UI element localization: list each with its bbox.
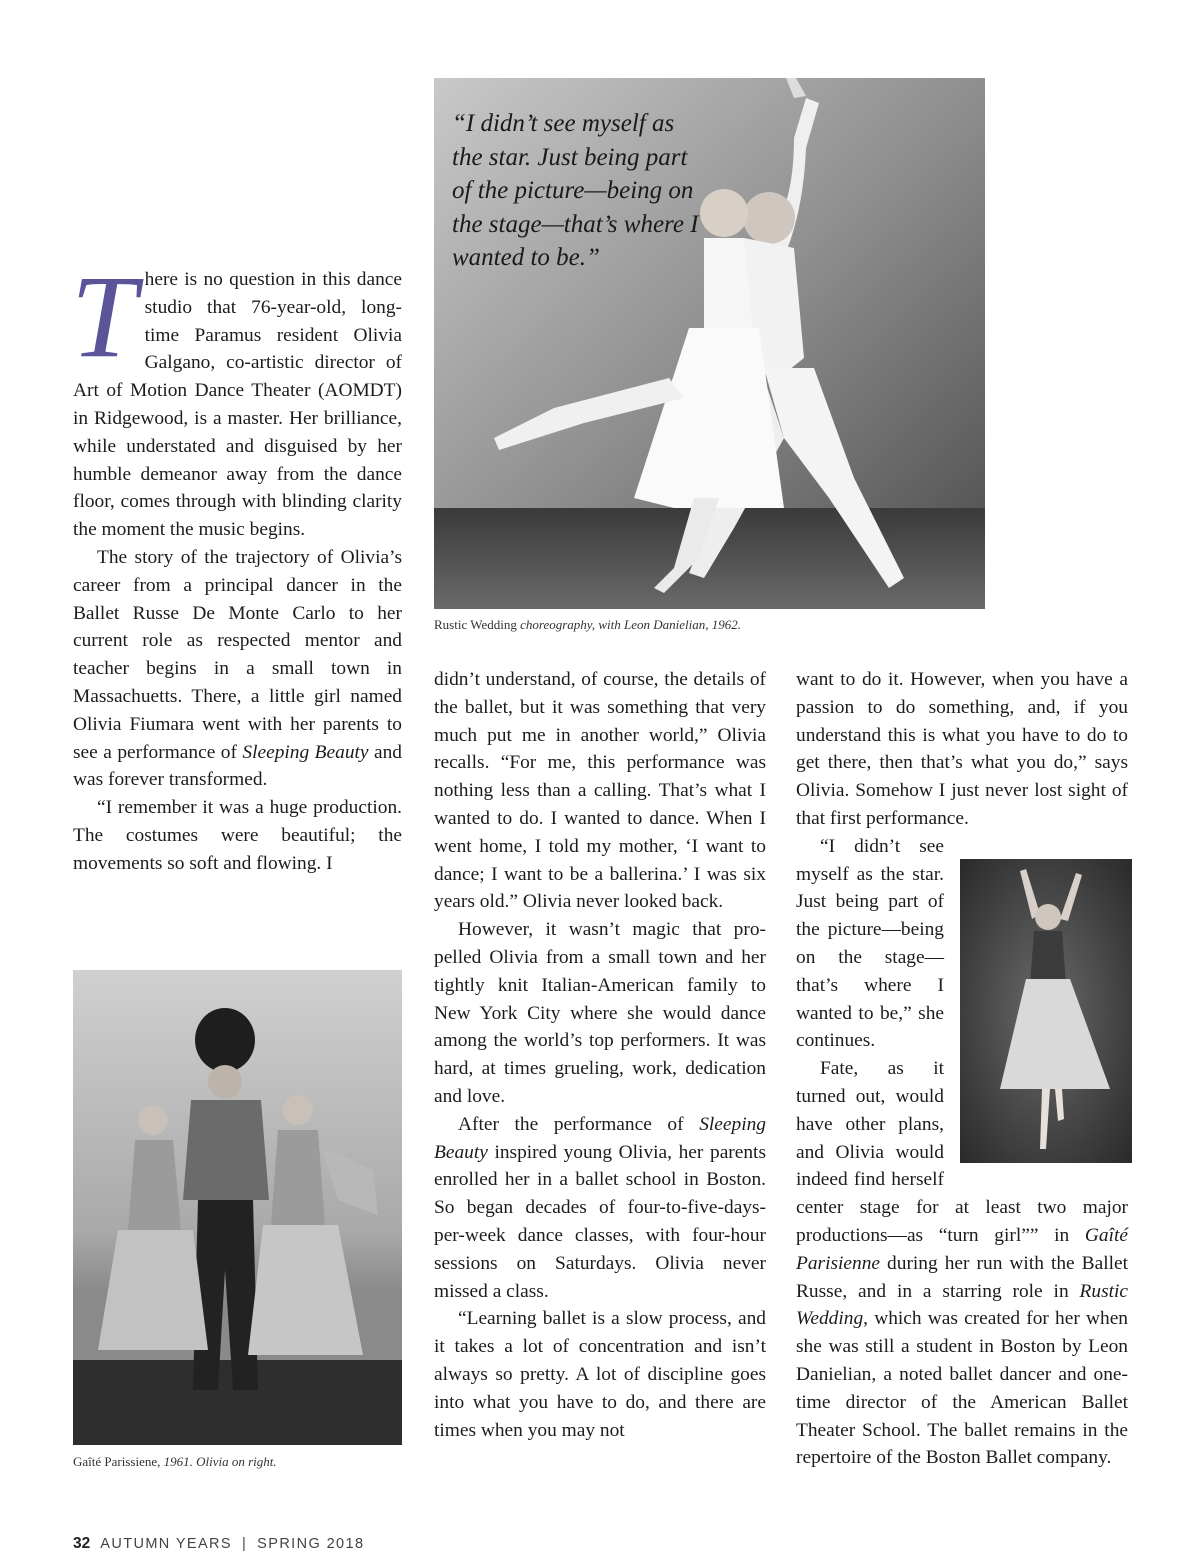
title-sleeping-beauty-2: Sleeping Beauty	[434, 1113, 766, 1163]
paragraph-fate-end: , which was created for her when she was still a student in Boston by Leon Danielian, a noted ballet dancer and one-time director of the American Ballet Theater School. The ballet remains in the repertoire of the Boston Ballet company.	[796, 1308, 1128, 1469]
title-gaite-parisienne: Gaîté Parisienne	[796, 1224, 1128, 1274]
paragraph-passion: want to do it. However, when you have a passion to do something, and, if you understand this is what you have to do to get there, then that’s what you do,” says Olivia. Somehow I just never lost sight of that first performance.	[796, 669, 1128, 829]
photo-gaite-parisienne-art	[73, 970, 402, 1445]
paragraph-boston-end: inspired young Olivia, her parents enrolled her in a ballet school in Boston. So began decades of four-to-five-days-per-week dance classes, with four-hour sessions on Saturdays. Olivia never missed a class.	[434, 1141, 766, 1302]
column-left	[71, 251, 402, 878]
caption-rustic-wedding-text: choreography, with Leon Danielian, 1962.	[520, 617, 741, 632]
paragraph-intro-text: here is no question in this dance studio that 76-year-old, long-time Paramus resident Olivia Galgano, co-artistic director of Art of Motion Dance Theater (AOMDT) in Ridgewood, is a master. Her brilliance, while understated and disguised by her humble demeanor away from the dance floor, comes through with blinding clarity the moment the music begins.	[73, 269, 402, 541]
issue-date: SPRING 2018	[257, 1536, 365, 1552]
photo-gaite-parisienne	[73, 970, 402, 1445]
magazine-name: AUTUMN YEARS	[100, 1536, 232, 1552]
title-sleeping-beauty: Sleeping Beauty	[242, 741, 369, 763]
paragraph-intro	[71, 251, 402, 544]
paragraph-boston-start: After the performance of	[458, 1113, 700, 1135]
pull-quote: “I didn’t see myself as the star. Just being part of the picture—being on the stage—that’s where I wanted to be.”	[452, 110, 699, 272]
caption-gaite-parisienne-title: Gaîté Parissiene,	[73, 1454, 161, 1469]
paragraph-story	[73, 544, 402, 794]
paragraph-boston	[434, 1111, 766, 1306]
column-middle	[434, 666, 766, 1444]
paragraph-learning: “Learning ballet is a slow process, and it takes a lot of concentration and isn’t always so pretty. A lot of discipline goes into what you have to do, and there are times when you may not	[434, 1308, 766, 1441]
page-footer	[73, 1535, 573, 1553]
paragraph-story-text: The story of the trajectory of Olivia’s career from a principal dancer in the Ballet Russe De Monte Carlo to her current role as respected mentor and teacher begins in a small town in Massachuetts. There, a little girl named Olivia Fiumara went with her parents to see a performance of	[73, 546, 402, 763]
paragraph-star: “I didn’t see myself as the star. Just being part of the picture—being on the stage—that’s where I wanted to be,” she continues.	[796, 835, 944, 1052]
paragraph-fate-mid: during her run with the Ballet Russe, and in a starring role in	[796, 1252, 1128, 1302]
footer-separator: |	[242, 1536, 248, 1552]
paragraph-world: didn’t understand, of course, the details of the ballet, but it was something that very much put me in another world,” Olivia recalls. “For me, this performance was nothing less than a calling. That’s what I wanted to do. I wanted to dance. When I went home, I told my mother, ‘I want to dance; I want to be a ballerina.’ I was six years old.” Olivia never looked back.	[434, 669, 766, 913]
column-right	[796, 666, 1128, 1472]
paragraph-magic: However, it wasn’t magic that propelled Olivia from a small town and her tightly knit Italian-American family to New York City where she would dance among the world’s top performers. It was hard, at times grueling, work, dedication and love.	[434, 919, 766, 1107]
caption-gaite-parisienne-text: 1961. Olivia on right.	[163, 1454, 277, 1469]
page-number: 32	[73, 1535, 91, 1552]
photo-olivia-solo-art	[960, 859, 1132, 1163]
photo-olivia-solo	[960, 859, 1132, 1163]
title-rustic-wedding: Rustic Wedding	[796, 1280, 1128, 1330]
paragraph-fate-start: Fate, as it turned out, would have other plans, and Olivia would indeed find herself center stage for at least two major productions—as “turn girl”” in	[796, 1058, 1128, 1246]
paragraph-story-end: and was forever transformed.	[73, 741, 402, 791]
paragraph-remember: “I remember it was a huge production. The costumes were beautiful; the movements so soft and flowing. I	[73, 797, 402, 874]
caption-rustic-wedding-title: Rustic Wedding	[434, 617, 517, 632]
caption-gaite-parisienne	[73, 1454, 413, 1470]
caption-rustic-wedding	[434, 617, 994, 633]
drop-cap: T	[71, 251, 137, 382]
